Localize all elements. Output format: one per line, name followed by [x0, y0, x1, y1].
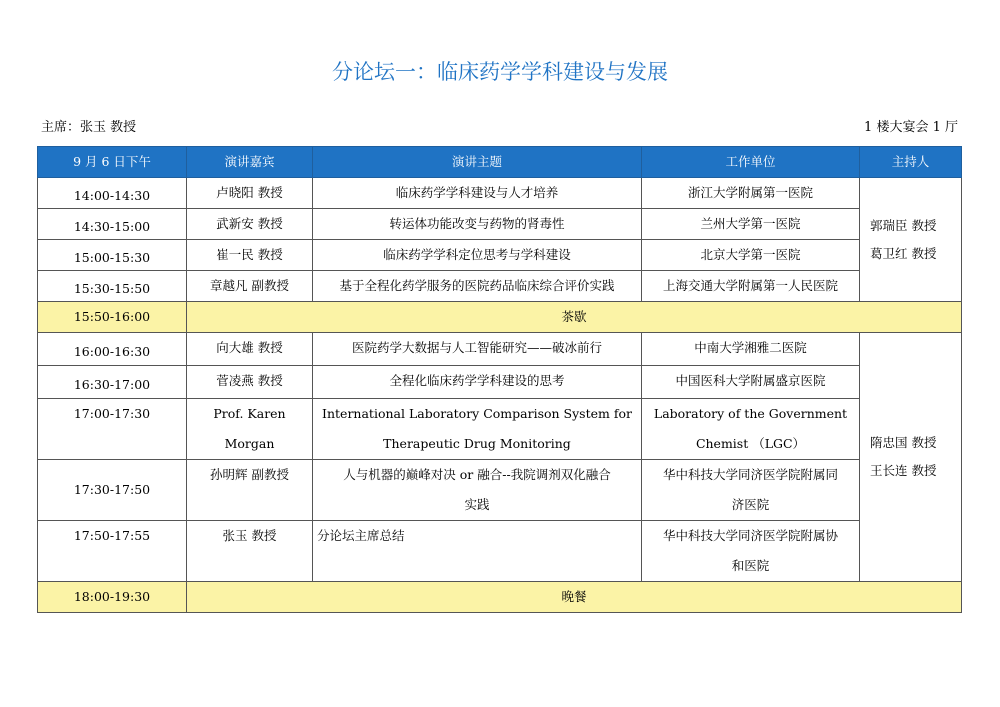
table-row [38, 209, 962, 240]
table-row [38, 240, 962, 271]
org-cell [642, 399, 860, 460]
time-cell: 14:30-15:00 [38, 209, 187, 240]
org-line: 华中科技大学同济医学院附属协 [662, 528, 838, 543]
org-line: 济医院 [731, 497, 770, 512]
venue-label: 1 楼大宴会 1 厅 [864, 120, 958, 135]
org-line: 和医院 [731, 558, 770, 573]
header-topic: 演讲主题 [313, 147, 642, 178]
speaker-cell: 孙明辉 副教授 [187, 460, 313, 521]
table-row [38, 460, 962, 521]
host-cell-group1 [860, 178, 962, 302]
break-label: 晚餐 [187, 582, 962, 613]
schedule-table [37, 146, 962, 613]
org-cell [642, 460, 860, 521]
org-cell: 兰州大学第一医院 [642, 209, 860, 240]
topic-cell [313, 399, 642, 460]
org-cell: 中国医科大学附属盛京医院 [642, 366, 860, 399]
header-organization: 工作单位 [642, 147, 860, 178]
org-cell: 中南大学湘雅二医院 [642, 333, 860, 366]
time-cell: 17:30-17:50 [38, 460, 187, 521]
topic-cell: 全程化临床药学学科建设的思考 [313, 366, 642, 399]
speaker-cell: 章越凡 副教授 [187, 271, 313, 302]
time-cell: 18:00-19:30 [38, 582, 187, 613]
time-cell: 15:00-15:30 [38, 240, 187, 271]
org-line: 华中科技大学同济医学院附属同 [662, 467, 838, 482]
topic-line: 实践 [464, 497, 490, 512]
speaker-line: Morgan [224, 436, 275, 451]
break-label: 茶歇 [187, 302, 962, 333]
table-row [38, 271, 962, 302]
header-host: 主持人 [860, 147, 962, 178]
speaker-cell: 菅凌燕 教授 [187, 366, 313, 399]
host-name: 郭瑞臣 教授 [870, 217, 937, 233]
topic-line: International Laboratory Comparison System for [322, 406, 632, 421]
table-row [38, 399, 962, 460]
chair-label: 主席：张玉 教授 [41, 120, 137, 135]
org-cell: 上海交通大学附属第一人民医院 [642, 271, 860, 302]
table-row [38, 333, 962, 366]
org-cell [642, 521, 860, 582]
topic-cell: 临床药学学科建设与人才培养 [313, 178, 642, 209]
time-cell: 16:00-16:30 [38, 333, 187, 366]
time-cell: 15:50-16:00 [38, 302, 187, 333]
time-cell: 16:30-17:00 [38, 366, 187, 399]
topic-cell: 基于全程化药学服务的医院药品临床综合评价实践 [313, 271, 642, 302]
topic-line: Therapeutic Drug Monitoring [383, 436, 571, 451]
speaker-cell: 卢晓阳 教授 [187, 178, 313, 209]
table-row [38, 366, 962, 399]
break-row [38, 582, 962, 613]
table-row [38, 521, 962, 582]
speaker-cell: 张玉 教授 [187, 521, 313, 582]
speaker-cell: 武新安 教授 [187, 209, 313, 240]
table-row [38, 178, 962, 209]
host-cell-group2 [860, 333, 962, 582]
org-line: Chemist （LGC） [695, 436, 806, 451]
time-cell: 17:00-17:30 [38, 399, 187, 460]
break-row [38, 302, 962, 333]
speaker-line: Prof. Karen [213, 406, 286, 421]
header-speaker: 演讲嘉宾 [187, 147, 313, 178]
speaker-cell: 向大雄 教授 [187, 333, 313, 366]
host-name: 王长连 教授 [870, 463, 937, 478]
topic-line: 人与机器的巅峰对决 or 融合--我院调剂双化融合 [343, 467, 611, 482]
topic-cell [313, 460, 642, 521]
time-cell: 17:50-17:55 [38, 521, 187, 582]
time-cell: 15:30-15:50 [38, 271, 187, 302]
header-date: 9 月 6 日下午 [38, 147, 187, 178]
host-name: 葛卫红 教授 [870, 245, 937, 261]
topic-cell: 分论坛主席总结 [313, 521, 642, 582]
org-cell: 浙江大学附属第一医院 [642, 178, 860, 209]
speaker-cell [187, 399, 313, 460]
host-name: 隋忠国 教授 [870, 435, 937, 450]
org-cell: 北京大学第一医院 [642, 240, 860, 271]
topic-cell: 转运体功能改变与药物的肾毒性 [313, 209, 642, 240]
topic-cell: 医院药学大数据与人工智能研究——破冰前行 [313, 333, 642, 366]
topic-cell: 临床药学学科定位思考与学科建设 [313, 240, 642, 271]
speaker-cell: 崔一民 教授 [187, 240, 313, 271]
time-cell: 14:00-14:30 [38, 178, 187, 209]
page-title: 分论坛一：临床药学学科建设与发展 [332, 60, 668, 84]
org-line: Laboratory of the Government [653, 406, 848, 421]
table-header-row [38, 147, 962, 178]
